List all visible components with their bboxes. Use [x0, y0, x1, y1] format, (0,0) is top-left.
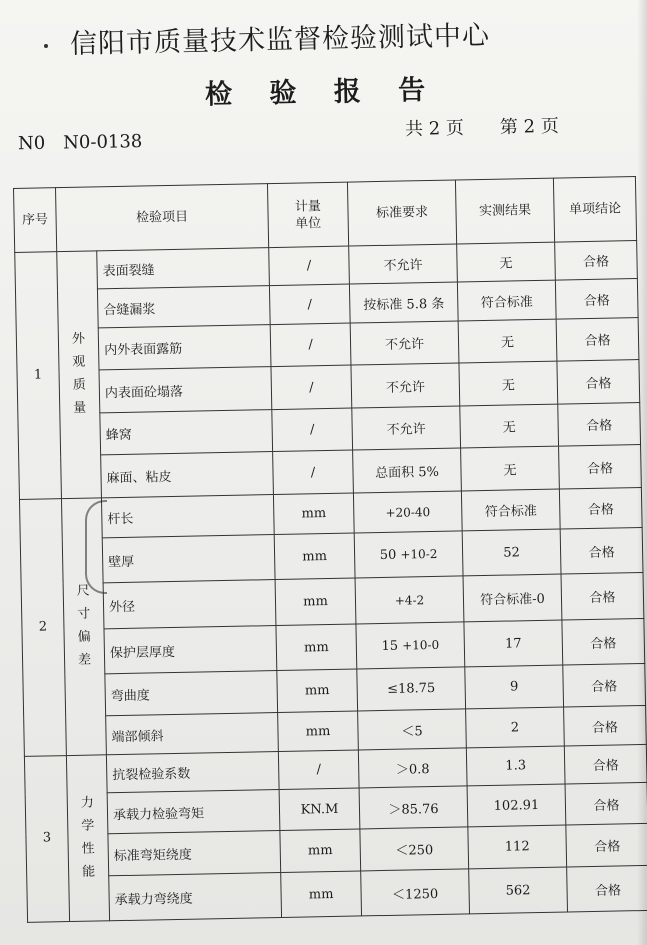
item-conclusion: 合格	[564, 706, 647, 746]
item-name: 外径	[103, 579, 276, 629]
item-result: 符合标准	[461, 489, 560, 531]
item-unit: mm	[277, 669, 358, 713]
header-conclusion: 单项结论	[553, 177, 636, 243]
item-result: 符合标准	[457, 281, 556, 321]
item-name: 端部倾斜	[106, 713, 279, 755]
table-header-row	[14, 177, 637, 253]
hand-drawn-bracket	[85, 500, 107, 594]
item-conclusion: 合格	[564, 744, 647, 784]
group-name	[66, 755, 109, 922]
tolerance-lower: -2	[425, 547, 438, 562]
header-item: 检验项目	[56, 184, 269, 252]
item-result: 562	[469, 867, 568, 914]
item-standard: ≤18.75	[357, 667, 466, 712]
item-unit: /	[278, 750, 359, 790]
group-name-text: 力学性能	[80, 795, 96, 880]
item-unit: /	[273, 450, 354, 494]
item-result: 2	[466, 708, 565, 748]
group-seq: 1	[15, 252, 62, 500]
item-name: 承载力检验弯矩	[107, 790, 280, 834]
item-conclusion: 合格	[562, 619, 645, 665]
item-conclusion: 合格	[566, 823, 647, 867]
item-conclusion: 合格	[555, 279, 638, 319]
item-name: 标准弯矩绕度	[108, 830, 281, 876]
item-result: 无	[457, 242, 556, 282]
report-number	[18, 131, 161, 154]
page-indicator	[405, 111, 595, 141]
item-conclusion: 合格	[560, 528, 643, 574]
inspection-table-wrapper	[13, 176, 647, 923]
item-conclusion: 合格	[555, 241, 638, 281]
item-conclusion: 合格	[559, 487, 642, 529]
item-standard: ＞0.8	[358, 748, 467, 789]
page-edge-shadow	[637, 0, 647, 945]
item-standard: ＜5	[358, 709, 467, 750]
tolerance-upper: +4	[394, 593, 413, 608]
item-unit: /	[272, 408, 353, 452]
report-number-label: N0	[17, 132, 46, 155]
header-seq: 序号	[14, 188, 57, 253]
group-seq: 2	[19, 499, 66, 757]
header-unit	[267, 182, 348, 248]
report-title: 检 验 报 告	[204, 74, 440, 111]
item-name: 壁厚	[102, 535, 275, 583]
item-result: 符合标准-0	[463, 574, 562, 622]
item-result: 112	[468, 825, 567, 869]
item-conclusion: 合格	[558, 402, 641, 446]
item-standard	[354, 531, 463, 578]
item-unit: mm	[280, 829, 361, 873]
tolerance-lower: -0	[427, 638, 440, 653]
report-number-value: N0-0138	[63, 131, 143, 154]
tolerance-upper: +20	[385, 505, 411, 520]
item-standard: 不允许	[349, 244, 458, 285]
item-standard: 总面积 5%	[353, 448, 462, 493]
item-conclusion: 合格	[565, 783, 647, 825]
item-conclusion: 合格	[561, 572, 644, 620]
item-unit: /	[269, 285, 350, 325]
item-unit: mm	[274, 533, 355, 579]
item-standard: 按标准 5.8 条	[349, 282, 458, 323]
tolerance-nominal: 15	[381, 638, 399, 655]
item-name: 麻面、粘皮	[101, 452, 274, 498]
item-unit: mm	[276, 624, 357, 670]
group-name-text: 外观质量	[71, 332, 87, 417]
punch-mark	[44, 44, 48, 48]
item-name: 蜂窝	[100, 409, 273, 455]
item-name: 杆长	[101, 494, 274, 538]
item-result: 无	[459, 361, 558, 405]
tolerance-upper: +10	[400, 547, 426, 562]
group-name	[57, 251, 102, 499]
item-conclusion: 合格	[567, 866, 647, 912]
item-unit: mm	[275, 578, 356, 626]
tolerance-nominal: 50	[379, 547, 397, 564]
item-conclusion: 合格	[557, 360, 640, 404]
item-name: 合缝漏浆	[97, 286, 270, 328]
item-name: 承载力弯绕度	[109, 873, 282, 921]
tolerance-limits	[402, 635, 439, 656]
header-result: 实测结果	[455, 178, 554, 244]
group-seq: 3	[24, 756, 69, 923]
item-standard	[356, 622, 465, 669]
item-unit: /	[269, 246, 350, 286]
item-standard: ＜250	[360, 827, 469, 872]
item-unit: mm	[281, 871, 362, 917]
item-name: 表面裂缝	[97, 248, 270, 290]
item-result: 1.3	[466, 746, 565, 786]
item-name: 抗裂检验系数	[106, 751, 279, 793]
item-conclusion: 合格	[559, 445, 642, 489]
item-unit: /	[270, 323, 351, 367]
tolerance-limits	[400, 544, 437, 565]
item-standard: ＞85.76	[359, 786, 468, 829]
item-name: 内表面砼塌落	[99, 367, 272, 413]
group-name-text: 尺寸偏差	[76, 584, 92, 669]
item-result: 17	[464, 620, 563, 666]
item-result: 无	[458, 319, 557, 363]
tolerance-lower: -40	[410, 504, 431, 520]
item-standard	[355, 576, 464, 625]
item-name: 内外表面露筋	[98, 324, 271, 370]
item-unit: KN.M	[279, 788, 360, 830]
table-body	[15, 241, 647, 923]
item-name: 弯曲度	[105, 671, 278, 717]
inspection-table	[13, 176, 647, 923]
item-name: 保护层厚度	[104, 626, 277, 674]
header-standard: 标准要求	[347, 180, 456, 246]
tolerance-lower: -2	[412, 592, 425, 608]
item-standard: 不允许	[351, 363, 460, 408]
item-standard: 不允许	[350, 321, 459, 366]
item-result: 9	[465, 665, 564, 709]
item-conclusion: 合格	[556, 317, 639, 361]
tolerance-upper: +10	[401, 638, 428, 653]
item-result: 无	[461, 446, 560, 490]
item-standard: ＜1250	[361, 869, 470, 916]
tolerance-limits	[385, 502, 430, 523]
tolerance-limits	[395, 590, 425, 611]
item-result: 52	[462, 529, 561, 575]
item-unit: mm	[278, 711, 359, 751]
item-standard	[353, 491, 462, 534]
item-conclusion: 合格	[563, 663, 646, 707]
item-result: 102.91	[467, 784, 566, 826]
item-result: 无	[460, 404, 559, 448]
total-pages: 共 2 页	[404, 117, 465, 140]
header-unit-text: 计量 单位	[294, 198, 322, 232]
item-unit: /	[271, 365, 352, 409]
organization-name: 信阳市质量技术监督检验测试中心	[69, 20, 491, 60]
item-standard: 不允许	[352, 406, 461, 451]
current-page: 第 2 页	[499, 115, 560, 138]
item-unit: mm	[273, 493, 354, 535]
